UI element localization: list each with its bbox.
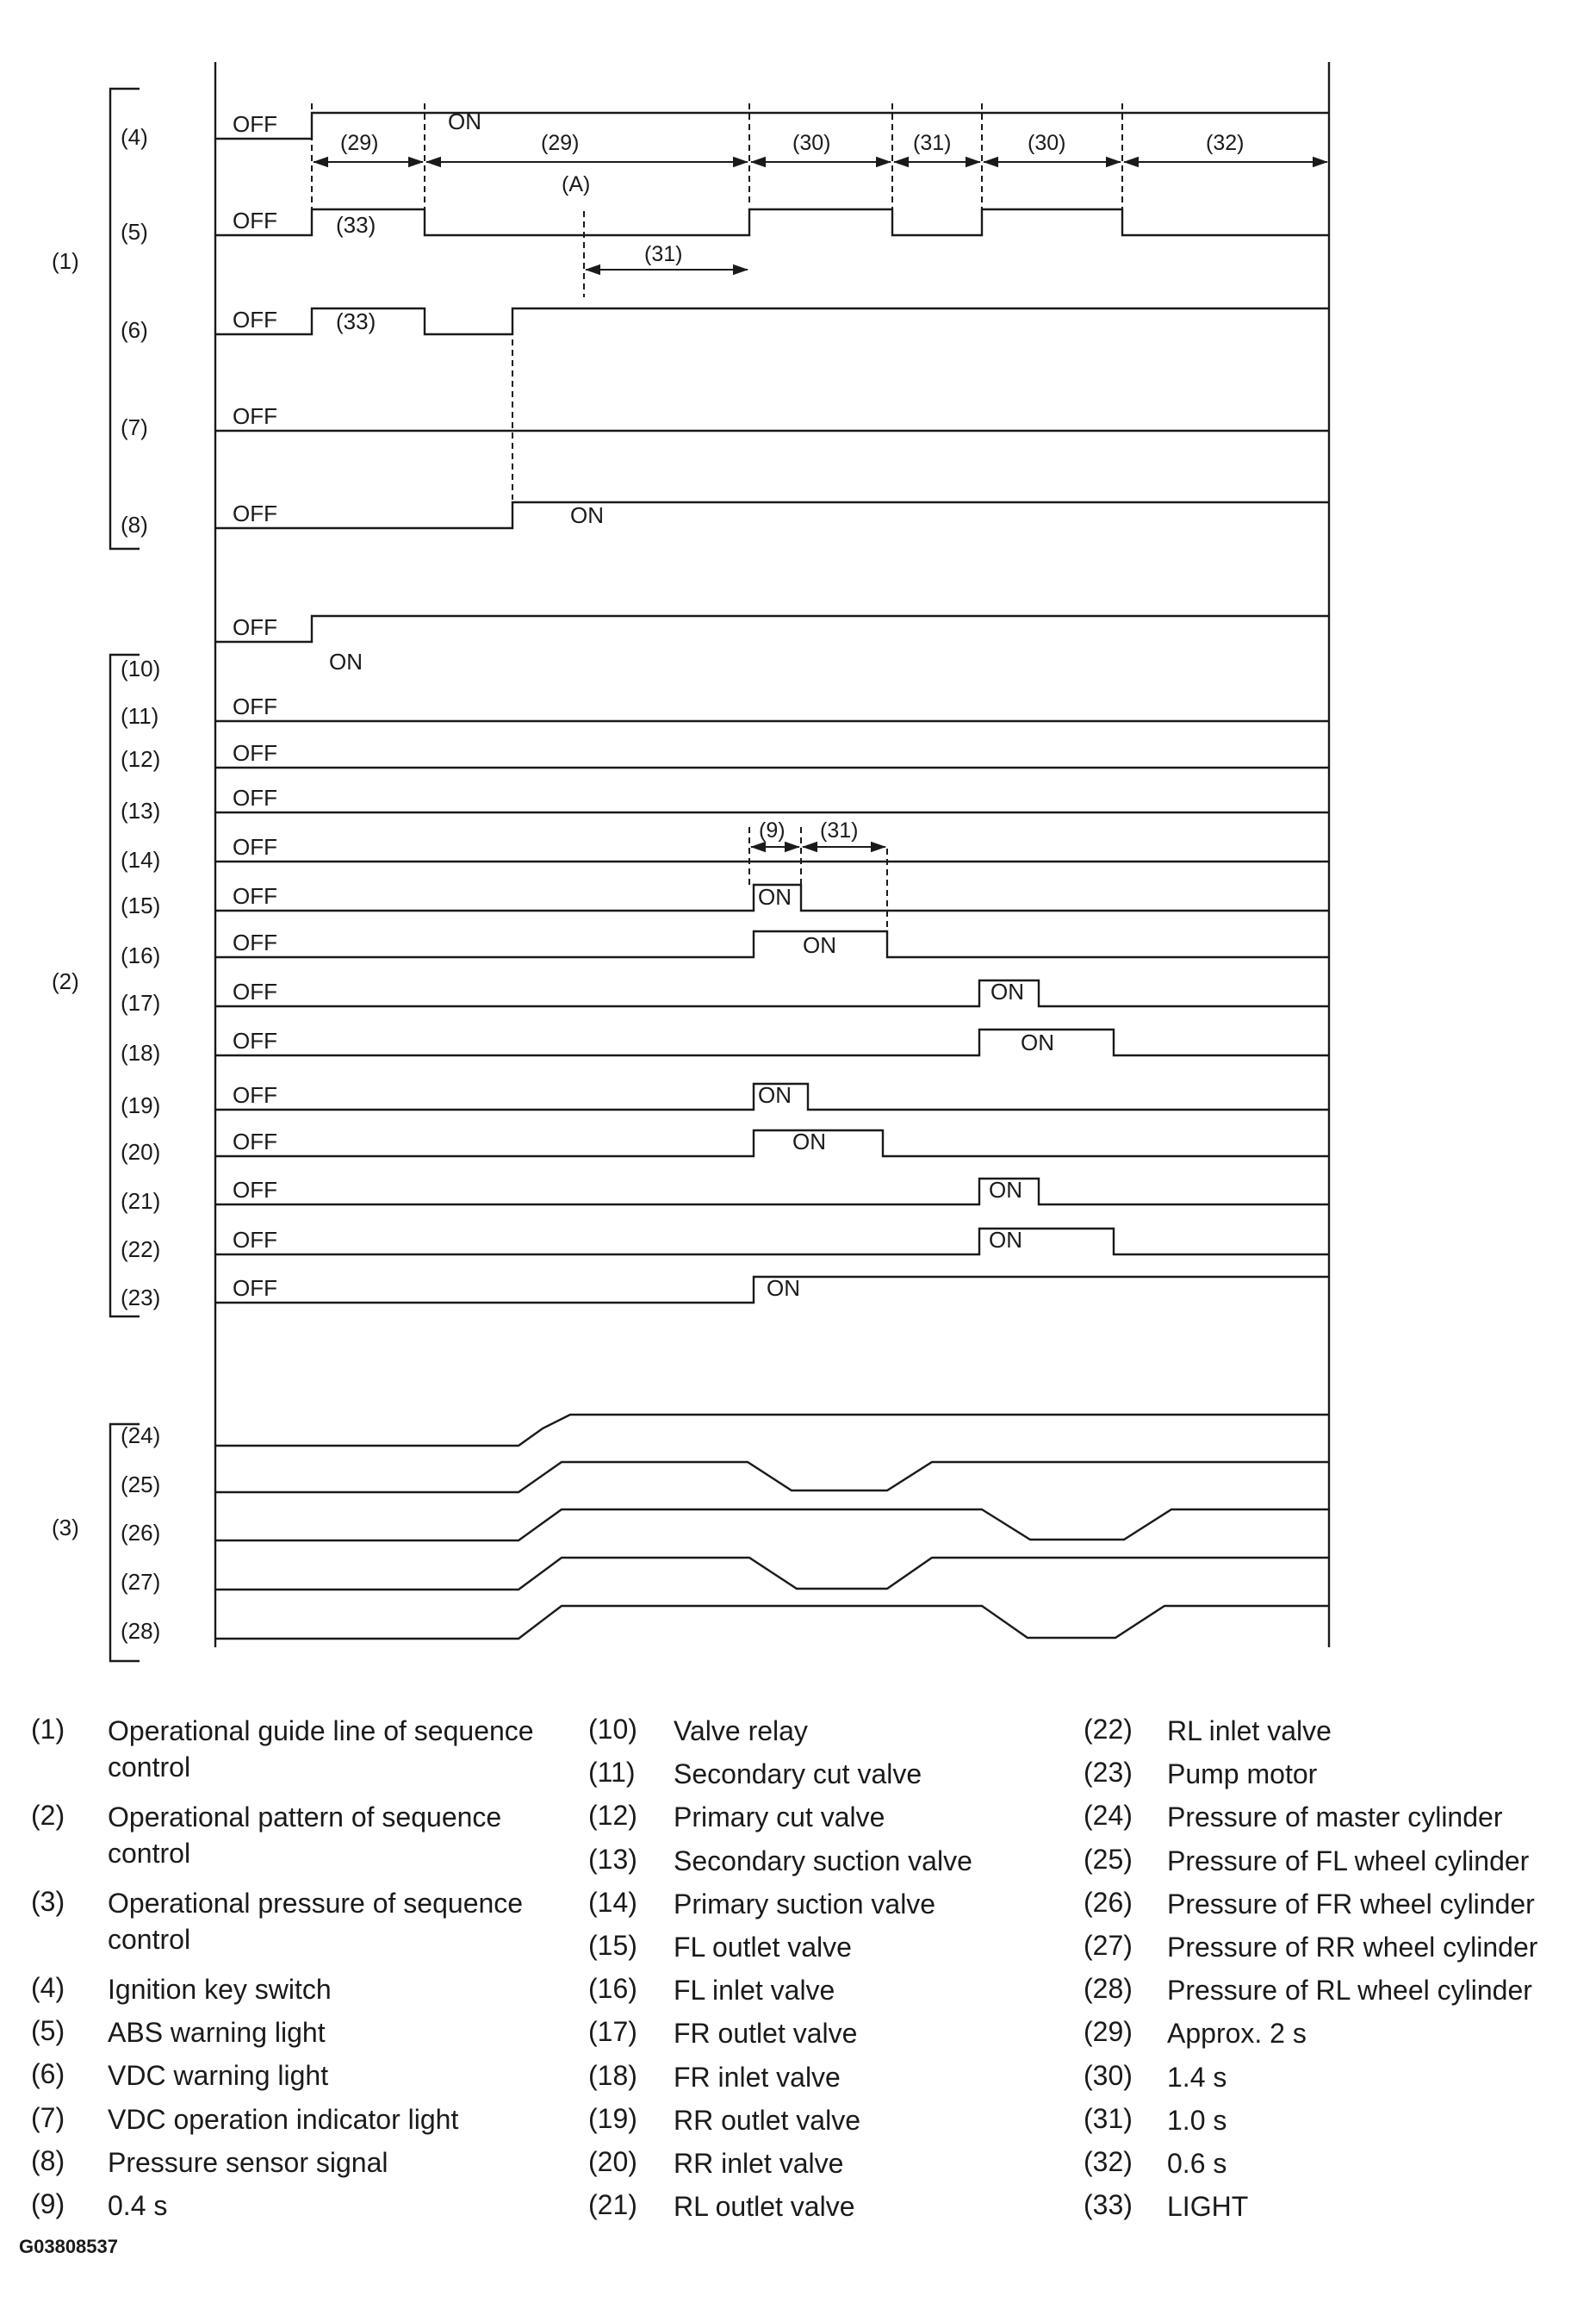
off-label: OFF [233,614,277,640]
row-id-label: (14) [121,847,161,873]
on-label: ON [570,502,604,528]
legend-number: (10) [588,1714,637,1745]
row-id-label: (15) [121,893,161,918]
row-id-label: (19) [121,1092,161,1118]
on-label: ON [448,109,481,134]
group-label-1: (1) [52,248,79,274]
signal-trace [215,980,1329,1006]
legend-number: (29) [1084,2016,1133,2048]
pressure-trace [215,1462,1329,1492]
row-id-label: (18) [121,1040,161,1066]
off-label: OFF [233,785,277,811]
dimension-label: (9) [759,818,786,843]
row-id-label: (17) [121,990,161,1016]
row-id-label: (6) [121,317,148,343]
off-label: OFF [233,403,277,429]
legend-number: (13) [588,1843,637,1875]
legend-text: Ignition key switch [108,1974,332,2005]
legend-number: (32) [1084,2146,1133,2177]
row-id-label: (12) [121,746,161,772]
legend-text: VDC warning light [108,2060,329,2092]
legend-text: Secondary suction valve [674,1845,972,1876]
legend-number: (8) [31,2144,65,2176]
signal-trace [215,616,1329,642]
legend-number: (12) [588,1800,637,1832]
on-label: ON [767,1275,800,1301]
legend-number: (17) [588,2016,637,2048]
on-label: ON [758,1082,792,1108]
off-label: OFF [233,740,277,766]
signal-trace [215,1030,1329,1055]
dimension-label: (30) [1028,131,1066,155]
legend-text: Primary suction valve [674,1888,936,1920]
row-id-label: (13) [121,798,161,824]
legend-text: 1.0 s [1167,2104,1227,2136]
legend-number: (14) [588,1886,637,1918]
row-id-label: (27) [121,1569,161,1595]
legend-number: (24) [1084,1800,1133,1832]
legend-text: RL inlet valve [1167,1715,1332,1746]
off-label: OFF [233,501,277,526]
row-id-label: (10) [121,656,161,681]
off-label: OFF [233,307,277,333]
off-label: OFF [233,979,277,1005]
legend-number: (25) [1084,1843,1133,1875]
off-label: OFF [233,1028,277,1054]
legend-number: (3) [31,1886,65,1917]
signal-trace [215,931,1329,957]
legend-number: (31) [1084,2102,1133,2134]
row-id-label: (23) [121,1285,161,1310]
legend-number: (22) [1084,1714,1133,1745]
legend-text: FL outlet valve [674,1932,852,1963]
legend-text: Pressure of FR wheel cylinder [1167,1888,1535,1920]
row-id-label: (24) [121,1422,161,1448]
on-label: ON [989,1177,1022,1203]
pressure-trace [215,1606,1329,1639]
legend-number: (16) [588,1973,637,2005]
off-label: OFF [233,111,277,137]
legend-text: RR inlet valve [674,2148,844,2179]
pressure-trace [215,1509,1329,1540]
signal-trace [215,209,1329,235]
legend-text: FR outlet valve [674,2018,858,2050]
legend-text: Operational pressure of sequence control [108,1888,524,1955]
off-label: OFF [233,1177,277,1203]
legend-text: RL outlet valve [674,2191,855,2223]
legend-number: (2) [31,1800,65,1831]
legend-number: (9) [31,2188,65,2219]
dimension-label: (29) [340,131,379,155]
legend-number: (23) [1084,1757,1133,1789]
on-label: (33) [336,308,376,334]
off-label: OFF [233,694,277,719]
on-label: ON [991,979,1024,1005]
off-label: OFF [233,834,277,860]
off-label: OFF [233,883,277,909]
row-id-label: (21) [121,1188,161,1214]
legend-number: (27) [1084,1930,1133,1961]
legend-number: (20) [588,2146,637,2177]
legend-text: Pressure of FL wheel cylinder [1167,1845,1530,1876]
row-id-label: (28) [121,1618,161,1644]
row-id-label: (25) [121,1472,161,1497]
legend-text: Pump motor [1167,1758,1318,1790]
legend-number: (5) [31,2015,65,2047]
signal-trace [215,113,1329,139]
row-id-label: (26) [121,1520,161,1546]
signal-trace [215,1130,1329,1156]
signal-trace [215,1179,1329,1204]
on-label: ON [989,1227,1022,1253]
legend-number: (33) [1084,2189,1133,2221]
dimension-label: (29) [541,131,580,155]
legend-text: Secondary cut valve [674,1758,922,1790]
legend-text: FL inlet valve [674,1975,835,2007]
row-id-label: (8) [121,512,148,538]
legend-text: Operational pattern of sequence control [108,1801,502,1869]
legend-number: (19) [588,2102,637,2134]
dimension-label: (31) [644,242,683,266]
legend-text: Pressure sensor signal [108,2146,388,2178]
legend-text: RR outlet valve [674,2104,860,2136]
legend-number: (4) [31,1972,65,2003]
off-label: OFF [233,930,277,955]
signal-trace [215,308,1329,334]
off-label: OFF [233,208,277,233]
row-id-label: (16) [121,943,161,968]
on-label: ON [758,884,792,910]
off-label: OFF [233,1227,277,1253]
legend-text: Operational guide line of sequence control [108,1715,534,1783]
group-label-2: (2) [52,968,79,994]
dimension-label: (32) [1206,131,1245,155]
on-label: (33) [336,212,376,238]
off-label: OFF [233,1275,277,1301]
legend-text: LIGHT [1167,2191,1249,2223]
off-label: OFF [233,1129,277,1154]
legend-text: Approx. 2 s [1167,2018,1307,2050]
figure-id: G03808537 [19,2236,118,2257]
row-id-label: (4) [121,124,148,150]
pressure-trace [215,1415,1329,1446]
legend-text: VDC operation indicator light [108,2103,459,2135]
marker-label: (A) [562,172,591,196]
on-label: ON [1021,1030,1054,1055]
dimension-label: (31) [820,818,859,843]
group-label-3: (3) [52,1515,79,1540]
legend-text: 0.4 s [108,2190,168,2221]
legend-number: (6) [31,2058,65,2090]
legend-number: (11) [588,1757,636,1789]
legend-text: ABS warning light [108,2017,326,2049]
legend-text: Primary cut valve [674,1801,885,1833]
legend-number: (21) [588,2189,637,2221]
on-label: ON [329,649,363,675]
legend-text: Valve relay [674,1715,808,1746]
legend-number: (15) [588,1930,637,1961]
legend-text: Pressure of master cylinder [1167,1801,1503,1833]
off-label: OFF [233,1082,277,1108]
legend-number: (30) [1084,2059,1133,2091]
dimension-label: (30) [792,131,831,155]
row-id-label: (22) [121,1236,161,1262]
legend-text: FR inlet valve [674,2061,841,2093]
legend-number: (26) [1084,1886,1133,1918]
legend-text: Pressure of RR wheel cylinder [1167,1932,1538,1963]
signal-trace [215,502,1329,528]
legend-number: (1) [31,1714,65,1745]
legend-text: Pressure of RL wheel cylinder [1167,1975,1532,2007]
pressure-trace [215,1558,1329,1590]
row-id-label: (11) [121,703,159,729]
row-id-label: (7) [121,414,148,440]
legend-number: (18) [588,2059,637,2091]
row-id-label: (20) [121,1139,161,1165]
legend-text: 0.6 s [1167,2148,1227,2179]
legend-number: (7) [31,2101,65,2133]
legend-number: (28) [1084,1973,1133,2005]
legend-text: 1.4 s [1167,2061,1227,2093]
on-label: ON [792,1129,826,1154]
on-label: ON [803,932,836,958]
row-id-label: (5) [121,219,148,245]
signal-trace [215,1229,1329,1254]
dimension-label: (31) [913,131,952,155]
